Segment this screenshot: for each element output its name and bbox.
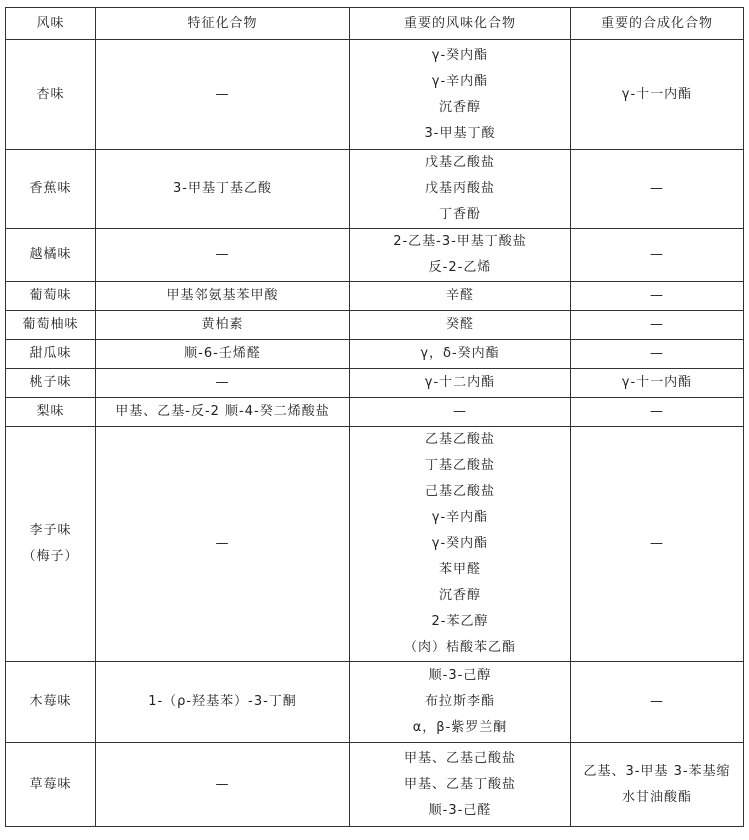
cell-characteristic-line: 3-甲基丁基乙酸 [173,181,272,196]
cell-important [350,743,571,827]
cell-flavor: 木莓味 [6,662,96,743]
cell-important [350,40,571,150]
cell-synthetic-line: 乙基、3-甲基 3-苯基缩 [583,763,731,779]
cell-synthetic [571,311,744,340]
cell-important-line: 丁基乙酸盐 [424,458,495,473]
cell-important-line: 辛醛 [445,288,474,303]
cell-synthetic [571,369,744,398]
cell-flavor: 草莓味 [6,743,96,827]
cell-important-line: 反-2-乙烯 [428,260,492,275]
cell-synthetic [571,40,744,150]
cell-important [350,369,571,398]
header-flavor: 风味 [6,8,96,40]
table-row [6,40,744,150]
cell-important-line: 戊基丙酸盐 [424,181,495,196]
cell-important-line: 苯甲醛 [438,562,481,577]
cell-synthetic-line: — [650,288,664,303]
cell-important-line: γ-癸内酯 [431,536,489,551]
cell-synthetic [571,340,744,369]
cell-characteristic [96,340,350,369]
cell-synthetic [571,150,744,229]
cell-characteristic-line: 甲基邻氨基苯甲酸 [166,288,279,303]
cell-characteristic-line: — [215,247,230,262]
cell-flavor: 越橘味 [6,229,96,282]
cell-important-line: γ-辛内酯 [431,73,489,89]
cell-characteristic [96,150,350,229]
cell-flavor: 香蕉味 [6,150,96,229]
cell-important [350,229,571,282]
cell-characteristic [96,229,350,282]
cell-important [350,340,571,369]
cell-important-line: 沉香醇 [438,588,481,603]
cell-important-line: 布拉斯李酯 [424,694,495,709]
table-row [6,662,744,743]
cell-characteristic-line: 顺-6-壬烯醛 [184,346,261,361]
cell-important-line: 甲基、乙基丁酸盐 [403,776,516,792]
cell-synthetic [571,229,744,282]
cell-important-line: 癸醛 [445,317,474,332]
header-important-flavor-compound: 重要的风味化合物 [350,8,571,40]
cell-synthetic [571,427,744,662]
cell-important-line: γ-辛内酯 [431,510,489,525]
cell-important-line: 戊基乙酸盐 [424,155,495,170]
cell-characteristic [96,40,350,150]
cell-synthetic-line: γ-十一内酯 [621,375,693,390]
table-row [6,743,744,827]
cell-important-line: 己基乙酸盐 [424,484,495,499]
table-row [6,427,744,662]
cell-synthetic-line: 水甘油酸酯 [621,789,692,805]
cell-synthetic [571,398,744,427]
cell-important-line: 沉香醇 [438,99,481,115]
cell-important-line: 甲基、乙基己酸盐 [403,750,516,766]
cell-important-line: α，β-紫罗兰酮 [412,720,508,735]
cell-characteristic [96,282,350,311]
table-row [6,398,744,427]
cell-synthetic-line: — [650,247,664,262]
table-row [6,150,744,229]
cell-characteristic-line: 甲基、乙基-反-2 顺-4-癸二烯酸盐 [115,404,330,419]
cell-flavor-line: （梅子） [22,549,79,564]
cell-characteristic [96,369,350,398]
table-row [6,229,744,282]
cell-important [350,150,571,229]
cell-important-line: 2-乙基-3-甲基丁酸盐 [393,234,527,249]
cell-important-line: γ，δ-癸内酯 [420,346,500,361]
cell-flavor [6,427,96,662]
cell-important [350,282,571,311]
cell-characteristic [96,398,350,427]
cell-flavor: 桃子味 [6,369,96,398]
cell-characteristic-line: — [215,375,230,390]
table-row [6,369,744,398]
header-important-synthetic-compound: 重要的合成化合物 [571,8,744,40]
header-characteristic-compound: 特征化合物 [96,8,350,40]
cell-important-line: （肉）桔酸苯乙酯 [403,640,516,655]
cell-synthetic [571,743,744,827]
cell-synthetic-line: — [650,317,664,332]
cell-important [350,398,571,427]
cell-characteristic-line: — [215,86,230,102]
cell-important-line: 丁香酚 [438,207,481,222]
cell-important [350,311,571,340]
cell-synthetic [571,662,744,743]
cell-characteristic-line: 黄柏素 [201,317,244,332]
cell-flavor: 葡萄味 [6,282,96,311]
cell-important [350,427,571,662]
table-header-row [6,8,744,40]
cell-important-line: 顺-3-己醛 [428,802,492,818]
cell-flavor-line: 李子味 [29,523,72,538]
cell-characteristic [96,743,350,827]
cell-important-line: 2-苯乙醇 [431,614,489,629]
cell-important-line: γ-癸内酯 [431,47,489,63]
cell-characteristic-line: 1-（ρ-羟基苯）-3-丁酮 [148,694,297,709]
cell-synthetic-line: — [650,694,664,709]
table-row [6,340,744,369]
cell-synthetic-line: γ-十一内酯 [621,86,693,102]
cell-characteristic [96,427,350,662]
cell-important-line: — [453,404,467,419]
table-row [6,282,744,311]
cell-important-line: γ-十二内酯 [424,375,496,390]
cell-synthetic-line: — [650,536,664,551]
cell-characteristic [96,311,350,340]
cell-flavor: 梨味 [6,398,96,427]
cell-characteristic-line: — [215,776,230,792]
cell-synthetic-line: — [650,346,664,361]
table-row [6,311,744,340]
flavor-compound-table [5,7,744,827]
cell-characteristic [96,662,350,743]
cell-flavor: 甜瓜味 [6,340,96,369]
cell-characteristic-line: — [215,536,230,551]
cell-flavor: 杏味 [6,40,96,150]
cell-synthetic-line: — [650,404,664,419]
cell-important [350,662,571,743]
cell-synthetic-line: — [650,181,664,196]
cell-important-line: 3-甲基丁酸 [424,125,496,141]
cell-important-line: 顺-3-己醇 [428,668,492,683]
cell-important-line: 乙基乙酸盐 [424,432,495,447]
cell-flavor: 葡萄柚味 [6,311,96,340]
cell-synthetic [571,282,744,311]
